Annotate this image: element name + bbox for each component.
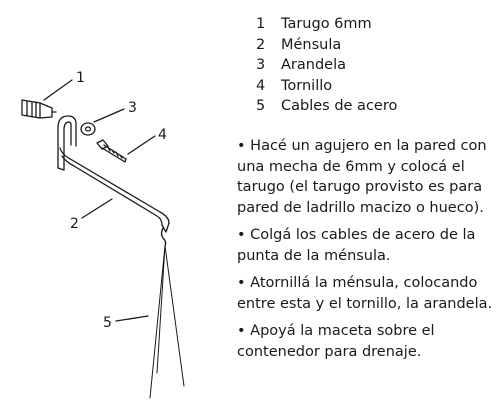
callout-leader-2 — [82, 199, 112, 218]
callout-leader-4 — [128, 136, 155, 154]
legend-item — [256, 96, 397, 117]
legend-item — [256, 76, 397, 97]
legend-label: Tornillo — [281, 77, 333, 94]
legend-item — [256, 35, 397, 56]
parts-legend — [256, 14, 397, 117]
steel-cables-drawing — [150, 228, 184, 398]
wall-plug-drawing — [22, 100, 56, 118]
legend-number: 4 — [256, 77, 266, 94]
legend-number: 2 — [256, 36, 266, 53]
callout-label-3: 3 — [128, 100, 137, 116]
callout-leader-3 — [94, 109, 124, 122]
legend-label: Tarugo 6mm — [281, 16, 372, 32]
instruction-step: • Hacé un agujero en la pared con una mecha de 6mm y colocá el tarugo (el tarugo provisto es para pared de ladrillo macizo o hueco). — [237, 138, 487, 216]
instruction-step: • Atornillá la ménsula, colocando entre esta y el tornillo, la arandela. — [237, 275, 493, 312]
callout-label-4: 4 — [158, 127, 167, 143]
callout-label-5: 5 — [103, 315, 112, 331]
callout-label-1: 1 — [76, 70, 85, 86]
legend-label: Ménsula — [281, 36, 342, 53]
instruction-list — [237, 136, 499, 369]
callout-label-2: 2 — [70, 216, 79, 232]
legend-number: 5 — [256, 98, 266, 114]
screw-drawing — [97, 140, 126, 162]
washer-drawing — [81, 123, 95, 135]
legend-number: 1 — [256, 16, 266, 32]
legend-item — [256, 14, 397, 35]
instruction-step: • Colgá los cables de acero de la punta de la ménsula. — [237, 227, 476, 264]
callout-leader-5 — [116, 316, 148, 321]
legend-item — [256, 55, 397, 76]
bracket-drawing — [58, 116, 169, 232]
instruction-step: • Apoyá la maceta sobre el contenedor para drenaje. — [237, 323, 435, 360]
legend-label: Cables de acero — [281, 98, 398, 114]
assembly-illustration — [0, 0, 230, 412]
legend-label: Arandela — [281, 57, 346, 73]
legend-number: 3 — [256, 57, 266, 73]
callout-leader-1 — [44, 80, 72, 100]
